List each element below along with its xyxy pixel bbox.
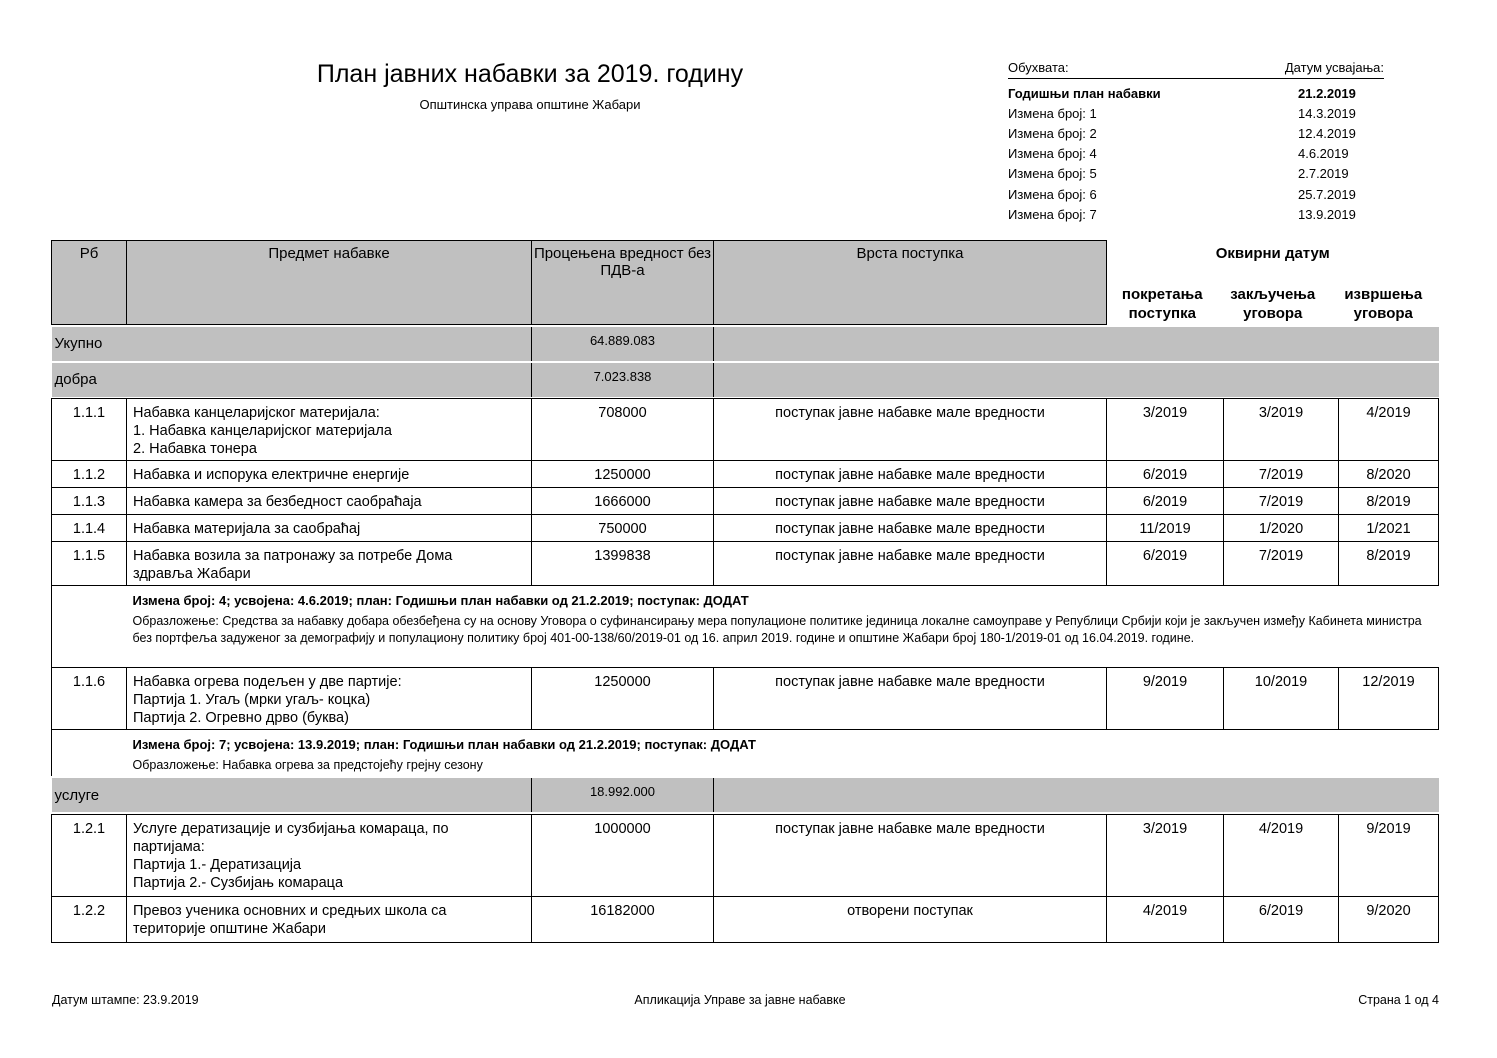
item-subject-line: здравља Жабари: [133, 566, 251, 582]
item-conclusion-date: 10/2019: [1224, 668, 1339, 730]
amendment-summary: Измена број: 7; усвојена: 13.9.2019; план: Годишњи план набавки од 21.2.2019; поступак: ДОДАТ: [132, 737, 756, 752]
item-subject-line: 2. Набавка тонера: [133, 441, 257, 457]
item-subject-line: Набавка возила за патронажу за потребе Дома: [133, 548, 453, 564]
item-start-date: 3/2019: [1107, 814, 1224, 896]
item-execution-date: 1/2021: [1339, 515, 1439, 542]
item-subject: [127, 488, 532, 515]
amendment-summary: Измена број: 4; усвојена: 4.6.2019; план: Годишњи план набавки од 21.2.2019; поступак: ДОДАТ: [132, 593, 749, 608]
item-conclusion-date: 7/2019: [1224, 461, 1339, 488]
item-procedure: поступак јавне набавке мале вредности: [714, 542, 1107, 586]
item-start-date: 4/2019: [1107, 896, 1224, 942]
col-header-dates: [1107, 241, 1439, 325]
item-start-date: 6/2019: [1107, 542, 1224, 586]
amendment-explanation: Образложење: Набавка огрева за предстојећу грејну сезону: [132, 758, 483, 772]
item-value: 1000000: [532, 814, 714, 896]
dates-title: Оквирни датум: [1215, 244, 1330, 262]
item-execution-date: 4/2019: [1339, 399, 1439, 461]
table-row: [52, 896, 1439, 942]
item-start-date: 11/2019: [1107, 515, 1224, 542]
adoption-table: [1008, 60, 1384, 224]
item-execution-date: 12/2019: [1339, 668, 1439, 730]
covers-label: Обухвата:: [1008, 60, 1069, 75]
item-conclusion-date: 4/2019: [1224, 814, 1339, 896]
item-subject: [127, 668, 532, 730]
item-procedure: отворени поступак: [714, 896, 1107, 942]
item-subject-line: Партија 1.- Дератизација: [133, 856, 302, 873]
item-subject-line: Набавка огрева подељен у две партије:: [133, 674, 402, 690]
table-row: [52, 814, 1439, 896]
total-label: Укупно: [52, 327, 532, 361]
item-number: 1.2.1: [52, 814, 127, 896]
item-subject: [127, 515, 532, 542]
item-subject: [127, 542, 532, 586]
table-row: [52, 488, 1439, 515]
goods-group-row: [52, 363, 1439, 397]
table-header-row: [52, 241, 1439, 325]
total-value: 64.889.083: [532, 327, 714, 361]
item-subject-line: Набавка материјала за саобраћај: [133, 521, 361, 537]
item-value: 1666000: [532, 488, 714, 515]
goods-label: добра: [52, 363, 532, 397]
item-start-date: 6/2019: [1107, 461, 1224, 488]
col-header-procedure: Врста поступка: [714, 241, 1107, 325]
item-conclusion-date: 3/2019: [1224, 399, 1339, 461]
services-label: услуге: [52, 778, 532, 812]
item-conclusion-date: 1/2020: [1224, 515, 1339, 542]
goods-value: 7.023.838: [532, 363, 714, 397]
adoption-row: Годишњи план набавки 21.2.2019: [1008, 85, 1356, 101]
item-number: 1.1.2: [52, 461, 127, 488]
table-row: [52, 668, 1439, 730]
item-subject-line: Набавка канцеларијског материјала:: [133, 405, 380, 421]
item-subject: [127, 896, 532, 942]
item-subject-line: територије општине Жабари: [133, 920, 326, 937]
table-row: [52, 542, 1439, 586]
item-conclusion-date: 7/2019: [1224, 488, 1339, 515]
item-start-date: 6/2019: [1107, 488, 1224, 515]
adoption-row: Измена број: 2 12.4.2019: [1008, 125, 1356, 141]
page-number: Страна 1 од 4: [1358, 993, 1439, 1007]
col-header-value: Процењена вредност без ПДВ-а: [532, 241, 714, 325]
table-row: [52, 515, 1439, 542]
item-start-date: 9/2019: [1107, 668, 1224, 730]
services-value: 18.992.000: [532, 778, 714, 812]
amendment-note: [127, 586, 1439, 668]
item-procedure: поступак јавне набавке мале вредности: [714, 668, 1107, 730]
adoption-header: [1008, 60, 1384, 79]
item-value: 708000: [532, 399, 714, 461]
app-name: Апликација Управе за јавне набавке: [634, 993, 846, 1007]
item-execution-date: 8/2020: [1339, 461, 1439, 488]
item-value: 1250000: [532, 461, 714, 488]
item-number: 1.1.3: [52, 488, 127, 515]
item-number: 1.1.1: [52, 399, 127, 461]
adoption-row: Измена број: 4 4.6.2019: [1008, 146, 1349, 162]
col-header-conclusion: закључења уговора: [1230, 285, 1316, 322]
item-subject-line: партијама:: [133, 838, 205, 855]
item-subject-line: Партија 1. Угаљ (мрки угаљ- коцка): [133, 692, 371, 708]
item-subject-line: Партија 2. Огревно дрво (буква): [133, 710, 349, 726]
item-execution-date: 8/2019: [1339, 488, 1439, 515]
col-header-subject: Предмет набавке: [127, 241, 532, 325]
item-number: 1.1.5: [52, 542, 127, 586]
adoption-row: Измена број: 5 2.7.2019: [1008, 166, 1349, 182]
item-number: 1.2.2: [52, 896, 127, 942]
item-value: 16182000: [532, 896, 714, 942]
item-number: 1.1.6: [52, 668, 127, 730]
total-row: [52, 327, 1439, 361]
item-subject-line: Услуге дератизације и сузбијања комараца, по: [133, 820, 449, 837]
item-number: 1.1.4: [52, 515, 127, 542]
item-execution-date: 9/2020: [1339, 896, 1439, 942]
adoption-date-label: Датум усвајања:: [1284, 60, 1384, 75]
print-date: Датум штампе: 23.9.2019: [52, 993, 199, 1007]
item-conclusion-date: 6/2019: [1224, 896, 1339, 942]
page-title: План јавних набавки за 2019. годину: [316, 60, 744, 88]
table-row: [52, 399, 1439, 461]
item-value: 1250000: [532, 668, 714, 730]
item-subject: [127, 814, 532, 896]
item-conclusion-date: 7/2019: [1224, 542, 1339, 586]
item-subject-line: 1. Набавка канцеларијског материјала: [133, 423, 392, 439]
adoption-row: Измена број: 1 14.3.2019: [1008, 105, 1356, 121]
item-value: 1399838: [532, 542, 714, 586]
col-header-execution: извршења уговора: [1344, 285, 1423, 322]
item-execution-date: 9/2019: [1339, 814, 1439, 896]
item-subject: [127, 461, 532, 488]
item-subject: [127, 399, 532, 461]
table-row: [52, 461, 1439, 488]
item-value: 750000: [532, 515, 714, 542]
item-subject-line: Превоз ученика основних и средњих школа са: [133, 902, 447, 919]
amendment-note: [127, 730, 1439, 777]
item-procedure: поступак јавне набавке мале вредности: [714, 461, 1107, 488]
col-header-start: покретања поступка: [1121, 285, 1203, 322]
adoption-row: Измена број: 6 25.7.2019: [1008, 186, 1356, 202]
item-procedure: поступак јавне набавке мале вредности: [714, 488, 1107, 515]
page-subtitle: Општинска управа општине Жабари: [419, 97, 641, 112]
col-header-rb: Рб: [52, 241, 127, 325]
item-start-date: 3/2019: [1107, 399, 1224, 461]
item-procedure: поступак јавне набавке мале вредности: [714, 814, 1107, 896]
amendment-explanation: Образложење: Средства за набавку добара обезбеђена су на основу Уговора о суфинансирању мера популационе политике јединица локалне самоуправе у Републици Србији који је закључен између Кабинета министра без портфеља задуженог за демографију и популациону политику број 401-00-138/60/2019-01 од 16. април 2019. године и општине Жабари број 180-1/2019-01 од 16.04.2019. године.: [132, 614, 1422, 645]
item-procedure: поступак јавне набавке мале вредности: [714, 515, 1107, 542]
adoption-row: Измена број: 7 13.9.2019: [1008, 206, 1356, 222]
procurement-table: [51, 240, 1439, 943]
item-subject-line: Набавка камера за безбедност саобраћаја: [133, 494, 422, 510]
services-group-row: [52, 778, 1439, 812]
item-subject-line: Набавка и испорука електричне енергије: [133, 467, 410, 483]
item-subject-line: Партија 2.- Сузбијањ комараца: [133, 874, 344, 891]
amendment-note-row: [52, 730, 1439, 777]
item-execution-date: 8/2019: [1339, 542, 1439, 586]
amendment-note-row: [52, 586, 1439, 668]
item-procedure: поступак јавне набавке мале вредности: [714, 399, 1107, 461]
